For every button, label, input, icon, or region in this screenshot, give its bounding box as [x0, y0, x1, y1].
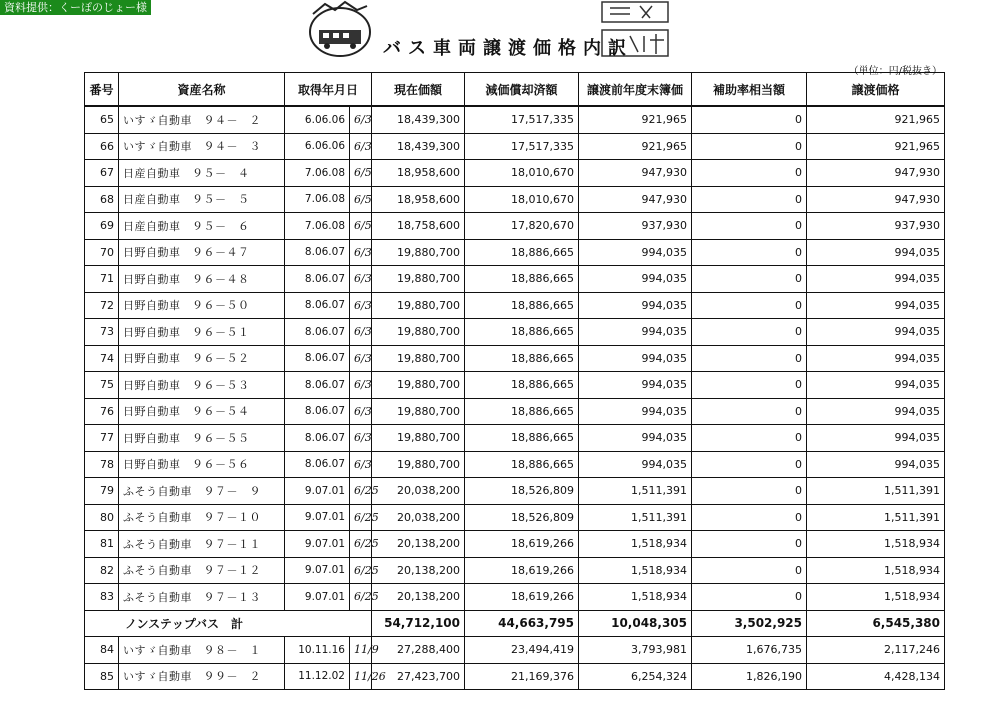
row-current-value: 19,880,700: [372, 292, 465, 319]
row-handwritten-date: 6/3: [350, 239, 372, 266]
row-book-value: 994,035: [579, 451, 692, 478]
row-price: 994,035: [807, 451, 945, 478]
row-book-value: 1,518,934: [579, 584, 692, 611]
row-depreciation: 18,886,665: [465, 239, 579, 266]
row-price: 994,035: [807, 266, 945, 293]
row-depreciation: 18,619,266: [465, 584, 579, 611]
row-date: 8.06.07: [285, 292, 350, 319]
header-no: 番号: [85, 73, 119, 107]
row-name: ふそう自動車 ９７－１０: [119, 504, 285, 531]
table-row: [85, 372, 945, 399]
table-row: [85, 292, 945, 319]
header-book: 譲渡前年度末簿価: [579, 73, 692, 107]
row-depreciation: 18,526,809: [465, 478, 579, 505]
row-book-value: 994,035: [579, 239, 692, 266]
header-current: 現在価額: [372, 73, 465, 107]
row-name: 日産自動車 ９５－ ５: [119, 186, 285, 213]
credit-label: 資料提供：くーぽのじょー様: [0, 0, 151, 15]
row-subsidy: 0: [692, 186, 807, 213]
row-price: 994,035: [807, 292, 945, 319]
row-subsidy: 0: [692, 133, 807, 160]
row-no: 82: [85, 557, 119, 584]
table-row: [85, 531, 945, 558]
row-depreciation: 17,517,335: [465, 106, 579, 133]
row-depreciation: 23,494,419: [465, 637, 579, 664]
table-row: [85, 504, 945, 531]
row-no: 85: [85, 663, 119, 690]
row-depreciation: 18,886,665: [465, 292, 579, 319]
row-handwritten-date: 6/3: [350, 345, 372, 372]
header-depreciation: 減価償却済額: [465, 73, 579, 107]
row-current-value: 19,880,700: [372, 239, 465, 266]
row-handwritten-date: 6/3: [350, 319, 372, 346]
row-current-value: 19,880,700: [372, 425, 465, 452]
row-book-value: 994,035: [579, 292, 692, 319]
row-date: 8.06.07: [285, 266, 350, 293]
row-no: 75: [85, 372, 119, 399]
row-date: 9.07.01: [285, 584, 350, 611]
row-date: 8.06.07: [285, 319, 350, 346]
row-depreciation: 18,886,665: [465, 425, 579, 452]
table-row: [85, 133, 945, 160]
row-book-value: 994,035: [579, 345, 692, 372]
row-no: 67: [85, 160, 119, 187]
total-depreciation: 44,663,795: [465, 610, 579, 637]
row-no: 79: [85, 478, 119, 505]
page-title: バス車両譲渡価格内訳: [383, 38, 633, 59]
row-current-value: 20,038,200: [372, 478, 465, 505]
row-date: 11.12.02: [285, 663, 350, 690]
row-no: 68: [85, 186, 119, 213]
header-price: 譲渡価格: [807, 73, 945, 107]
row-handwritten-date: 6/5: [350, 186, 372, 213]
row-subsidy: 0: [692, 239, 807, 266]
row-price: 1,518,934: [807, 584, 945, 611]
row-handwritten-date: 6/3: [350, 292, 372, 319]
total-current: 54,712,100: [372, 610, 465, 637]
row-subsidy: 0: [692, 584, 807, 611]
header-subsidy: 補助率相当額: [692, 73, 807, 107]
row-name: ふそう自動車 ９７－１３: [119, 584, 285, 611]
row-name: いすゞ自動車 ９８－ １: [119, 637, 285, 664]
table-row: [85, 213, 945, 240]
row-current-value: 18,439,300: [372, 133, 465, 160]
row-name: ふそう自動車 ９７－ ９: [119, 478, 285, 505]
row-price: 921,965: [807, 106, 945, 133]
row-book-value: 6,254,324: [579, 663, 692, 690]
row-price: 994,035: [807, 372, 945, 399]
row-price: 994,035: [807, 319, 945, 346]
row-book-value: 1,518,934: [579, 557, 692, 584]
table-row: [85, 663, 945, 690]
row-no: 69: [85, 213, 119, 240]
row-name: いすゞ自動車 ９４－ ２: [119, 106, 285, 133]
row-depreciation: 18,010,670: [465, 186, 579, 213]
row-depreciation: 18,886,665: [465, 451, 579, 478]
row-name: 日野自動車 ９６－４８: [119, 266, 285, 293]
table-row: [85, 478, 945, 505]
row-subsidy: 0: [692, 372, 807, 399]
row-no: 76: [85, 398, 119, 425]
row-depreciation: 21,169,376: [465, 663, 579, 690]
row-depreciation: 18,526,809: [465, 504, 579, 531]
row-name: 日野自動車 ９６－５５: [119, 425, 285, 452]
row-date: 8.06.07: [285, 425, 350, 452]
row-current-value: 18,958,600: [372, 160, 465, 187]
row-depreciation: 18,010,670: [465, 160, 579, 187]
row-subsidy: 0: [692, 292, 807, 319]
row-date: 9.07.01: [285, 504, 350, 531]
row-price: 994,035: [807, 398, 945, 425]
row-price: 1,518,934: [807, 531, 945, 558]
row-price: 2,117,246: [807, 637, 945, 664]
row-no: 71: [85, 266, 119, 293]
row-current-value: 18,758,600: [372, 213, 465, 240]
row-handwritten-date: 6/3: [350, 372, 372, 399]
row-price: 947,930: [807, 160, 945, 187]
header-date: 取得年月日: [285, 73, 372, 107]
row-depreciation: 18,619,266: [465, 531, 579, 558]
row-date: 8.06.07: [285, 239, 350, 266]
row-date: 10.11.16: [285, 637, 350, 664]
row-current-value: 20,038,200: [372, 504, 465, 531]
row-current-value: 27,288,400: [372, 637, 465, 664]
row-date: 8.06.07: [285, 345, 350, 372]
table-row: [85, 319, 945, 346]
row-book-value: 921,965: [579, 133, 692, 160]
table-row: [85, 451, 945, 478]
total-label: ノンステップバス 計: [85, 610, 372, 637]
row-handwritten-date: 6/25: [350, 557, 372, 584]
row-no: 80: [85, 504, 119, 531]
row-date: 9.07.01: [285, 478, 350, 505]
row-subsidy: 0: [692, 345, 807, 372]
row-no: 77: [85, 425, 119, 452]
row-depreciation: 17,820,670: [465, 213, 579, 240]
row-price: 1,518,934: [807, 557, 945, 584]
table-row: [85, 584, 945, 611]
row-subsidy: 0: [692, 557, 807, 584]
row-no: 81: [85, 531, 119, 558]
row-subsidy: 1,676,735: [692, 637, 807, 664]
row-handwritten-date: 11/9: [350, 637, 372, 664]
table-row: [85, 160, 945, 187]
row-no: 74: [85, 345, 119, 372]
table-row: [85, 345, 945, 372]
row-subsidy: 0: [692, 504, 807, 531]
row-depreciation: 18,886,665: [465, 266, 579, 293]
row-name: 日野自動車 ９６－４７: [119, 239, 285, 266]
row-price: 1,511,391: [807, 504, 945, 531]
row-book-value: 994,035: [579, 266, 692, 293]
row-depreciation: 17,517,335: [465, 133, 579, 160]
row-current-value: 19,880,700: [372, 319, 465, 346]
row-handwritten-date: 6/3: [350, 451, 372, 478]
row-current-value: 18,958,600: [372, 186, 465, 213]
row-handwritten-date: 6/25: [350, 584, 372, 611]
row-current-value: 19,880,700: [372, 451, 465, 478]
row-subsidy: 0: [692, 319, 807, 346]
company-emblem-logo: [305, 0, 375, 58]
row-book-value: 921,965: [579, 106, 692, 133]
row-handwritten-date: 6/25: [350, 504, 372, 531]
table-row: [85, 239, 945, 266]
row-current-value: 19,880,700: [372, 372, 465, 399]
table-row: [85, 425, 945, 452]
row-name: 日野自動車 ９６－５１: [119, 319, 285, 346]
row-depreciation: 18,886,665: [465, 398, 579, 425]
row-no: 72: [85, 292, 119, 319]
row-handwritten-date: 6/5: [350, 213, 372, 240]
row-name: いすゞ自動車 ９４－ ３: [119, 133, 285, 160]
row-name: ふそう自動車 ９７－１１: [119, 531, 285, 558]
row-subsidy: 0: [692, 266, 807, 293]
row-price: 994,035: [807, 345, 945, 372]
table-row: [85, 398, 945, 425]
row-date: 7.06.08: [285, 213, 350, 240]
row-name: ふそう自動車 ９７－１２: [119, 557, 285, 584]
row-name: 日野自動車 ９６－５０: [119, 292, 285, 319]
row-name: 日野自動車 ９６－５４: [119, 398, 285, 425]
header-name: 資産名称: [119, 73, 285, 107]
row-no: 78: [85, 451, 119, 478]
row-no: 66: [85, 133, 119, 160]
row-price: 947,930: [807, 186, 945, 213]
row-book-value: 947,930: [579, 186, 692, 213]
row-subsidy: 0: [692, 425, 807, 452]
unit-note: （単位：円/税抜き）: [848, 66, 942, 77]
row-name: 日産自動車 ９５－ ４: [119, 160, 285, 187]
row-date: 9.07.01: [285, 557, 350, 584]
row-handwritten-date: 6/3: [350, 133, 372, 160]
row-book-value: 937,930: [579, 213, 692, 240]
row-name: 日野自動車 ９６－５２: [119, 345, 285, 372]
row-handwritten-date: 6/25: [350, 531, 372, 558]
row-price: 921,965: [807, 133, 945, 160]
row-date: 6.06.06: [285, 133, 350, 160]
row-current-value: 19,880,700: [372, 398, 465, 425]
row-book-value: 3,793,981: [579, 637, 692, 664]
row-depreciation: 18,886,665: [465, 319, 579, 346]
row-book-value: 994,035: [579, 425, 692, 452]
row-book-value: 994,035: [579, 372, 692, 399]
table-row: [85, 557, 945, 584]
table-row: [85, 266, 945, 293]
row-date: 8.06.07: [285, 398, 350, 425]
row-depreciation: 18,886,665: [465, 372, 579, 399]
total-price: 6,545,380: [807, 610, 945, 637]
row-current-value: 20,138,200: [372, 557, 465, 584]
row-book-value: 1,511,391: [579, 478, 692, 505]
total-row: [85, 610, 945, 637]
row-handwritten-date: 6/5: [350, 160, 372, 187]
row-subsidy: 1,826,190: [692, 663, 807, 690]
row-price: 937,930: [807, 213, 945, 240]
row-current-value: 27,423,700: [372, 663, 465, 690]
row-date: 8.06.07: [285, 451, 350, 478]
row-subsidy: 0: [692, 106, 807, 133]
row-book-value: 1,518,934: [579, 531, 692, 558]
row-subsidy: 0: [692, 478, 807, 505]
row-handwritten-date: 6/3: [350, 106, 372, 133]
row-current-value: 18,439,300: [372, 106, 465, 133]
row-subsidy: 0: [692, 160, 807, 187]
row-handwritten-date: 11/26: [350, 663, 372, 690]
row-book-value: 994,035: [579, 398, 692, 425]
row-name: いすゞ自動車 ９９－ ２: [119, 663, 285, 690]
row-date: 9.07.01: [285, 531, 350, 558]
row-price: 994,035: [807, 239, 945, 266]
row-subsidy: 0: [692, 531, 807, 558]
row-handwritten-date: 6/3: [350, 266, 372, 293]
table-row: [85, 637, 945, 664]
row-depreciation: 18,886,665: [465, 345, 579, 372]
row-subsidy: 0: [692, 398, 807, 425]
row-name: 日産自動車 ９５－ ６: [119, 213, 285, 240]
row-subsidy: 0: [692, 451, 807, 478]
asset-table: [84, 72, 945, 690]
row-no: 73: [85, 319, 119, 346]
row-book-value: 994,035: [579, 319, 692, 346]
row-current-value: 20,138,200: [372, 531, 465, 558]
total-book: 10,048,305: [579, 610, 692, 637]
row-current-value: 19,880,700: [372, 345, 465, 372]
table-row: [85, 106, 945, 133]
row-price: 994,035: [807, 425, 945, 452]
row-date: 7.06.08: [285, 160, 350, 187]
row-book-value: 1,511,391: [579, 504, 692, 531]
row-date: 6.06.06: [285, 106, 350, 133]
row-name: 日野自動車 ９６－５３: [119, 372, 285, 399]
row-date: 7.06.08: [285, 186, 350, 213]
row-date: 8.06.07: [285, 372, 350, 399]
row-subsidy: 0: [692, 213, 807, 240]
row-price: 1,511,391: [807, 478, 945, 505]
row-name: 日野自動車 ９６－５６: [119, 451, 285, 478]
row-current-value: 20,138,200: [372, 584, 465, 611]
row-price: 4,428,134: [807, 663, 945, 690]
row-no: 70: [85, 239, 119, 266]
table-row: [85, 186, 945, 213]
row-current-value: 19,880,700: [372, 266, 465, 293]
row-handwritten-date: 6/25: [350, 478, 372, 505]
row-book-value: 947,930: [579, 160, 692, 187]
row-no: 84: [85, 637, 119, 664]
row-handwritten-date: 6/3: [350, 425, 372, 452]
row-no: 65: [85, 106, 119, 133]
row-no: 83: [85, 584, 119, 611]
row-handwritten-date: 6/3: [350, 398, 372, 425]
row-depreciation: 18,619,266: [465, 557, 579, 584]
total-subsidy: 3,502,925: [692, 610, 807, 637]
table-header: [85, 73, 945, 107]
